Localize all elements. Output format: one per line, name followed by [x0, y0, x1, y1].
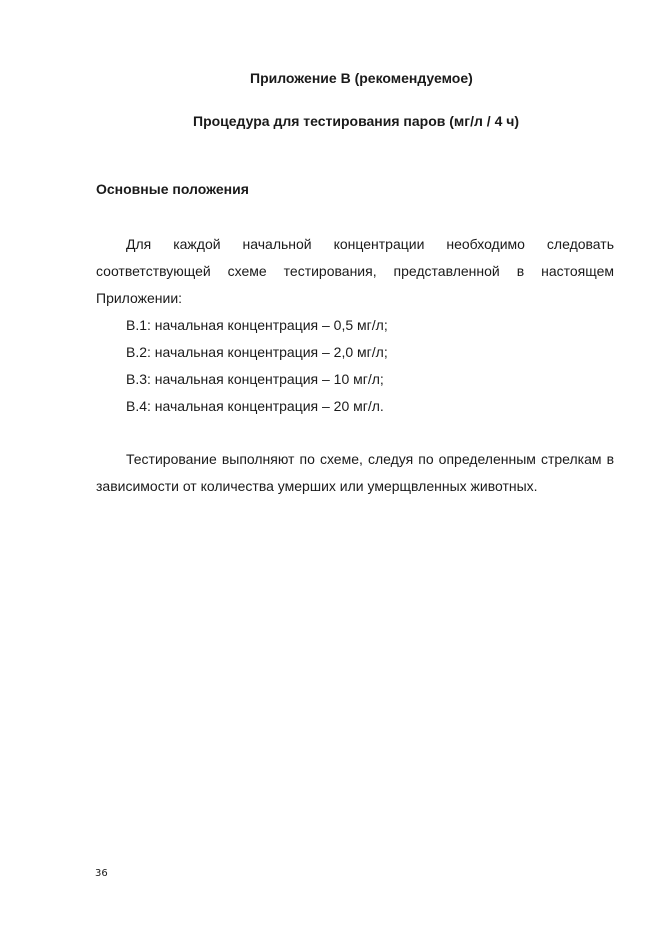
procedure-title: Процедура для тестирования паров (мг/л / 4 ч)	[193, 113, 520, 129]
concentration-list	[126, 312, 388, 420]
list-item: В.1: начальная концентрация – 0,5 мг/л;	[126, 317, 388, 333]
intro-paragraph: Для каждой начальной концентрации необходимо следовать соответствующей схеме тестирования, представленной в настоящем Приложении:	[96, 236, 614, 306]
page-number: 36	[95, 868, 108, 879]
section-title: Основные положения	[96, 181, 249, 197]
list-item: В.3: начальная концентрация – 10 мг/л;	[126, 371, 384, 387]
appendix-title: Приложение В (рекомендуемое)	[250, 70, 473, 86]
testing-paragraph: Тестирование выполняют по схеме, следуя по определенным стрелкам в зависимости от количества умерших или умерщвленных животных.	[96, 451, 614, 494]
list-item: В.4: начальная концентрация – 20 мг/л.	[126, 398, 384, 414]
list-item: В.2: начальная концентрация – 2,0 мг/л;	[126, 344, 388, 360]
